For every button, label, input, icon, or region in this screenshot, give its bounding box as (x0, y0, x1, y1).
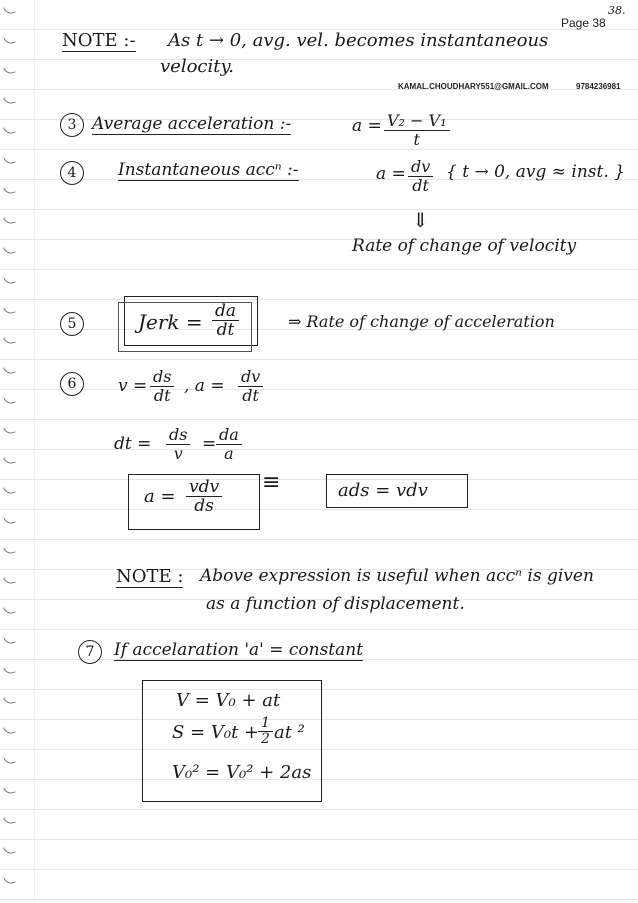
velocity-lhs: v = (118, 376, 148, 396)
dt-equals: = (202, 434, 217, 454)
third-equation: V₀² = V₀² + 2as (172, 762, 312, 783)
binding-ring (3, 485, 16, 496)
section-4-number: 4 (60, 161, 84, 185)
binding-ring (3, 65, 16, 76)
average-acceleration-title: Average acceleration :- (92, 114, 292, 134)
binding-ring (3, 785, 16, 796)
note-label: NOTE :- (62, 30, 136, 51)
jerk-denominator: dt (216, 320, 235, 340)
inst-acc-denominator: dt (412, 176, 429, 195)
dt-numerator-1: ds (166, 426, 190, 445)
note-line-1: As t → 0, avg. vel. becomes instantaneous (168, 30, 549, 51)
dt-denominator-1: v (173, 444, 183, 463)
binding-ring (3, 305, 16, 316)
note-2-label: NOTE : (116, 566, 184, 587)
binding-ring (3, 515, 16, 526)
dt-numerator-2: da (216, 426, 242, 445)
binding-ring (3, 665, 16, 676)
binding-ring (3, 365, 16, 376)
binding-ring (3, 185, 16, 196)
binding-ring (3, 695, 16, 706)
avg-acc-denominator: t (413, 130, 420, 149)
avg-acc-lhs: a = (352, 116, 382, 136)
rate-of-change-velocity: Rate of change of velocity (352, 236, 577, 256)
dt-fraction-1 (166, 426, 190, 463)
vdv-box-fraction (186, 478, 222, 515)
inst-acc-condition: { t → 0, avg ≈ inst. } (446, 162, 625, 182)
binding-ring (3, 215, 16, 226)
vdv-box-denominator: ds (194, 496, 214, 516)
binding-ring (3, 125, 16, 136)
instantaneous-acceleration-title: Instantaneous accⁿ :- (118, 160, 299, 180)
inst-acc-lhs: a = (376, 164, 406, 184)
page-scribble: 38. (608, 4, 626, 17)
binding-ring (3, 725, 16, 736)
jerk-numerator: da (212, 302, 239, 321)
binding-ring (3, 545, 16, 556)
section-5-number: 5 (60, 312, 84, 336)
constant-acceleration-title: If accelaration 'a' = constant (114, 640, 364, 660)
half-denominator: 2 (261, 731, 270, 747)
author-email: KAMAL.CHOUDHARY551@GMAIL.COM (398, 82, 549, 91)
section-7-number: 7 (78, 640, 102, 664)
first-equation: V = V₀ + at (176, 690, 281, 711)
accel-numerator: dv (238, 368, 263, 387)
accel-denominator: dt (242, 386, 259, 405)
jerk-lhs: Jerk = (138, 310, 203, 334)
binding-ring (3, 5, 16, 16)
section-6-number: 6 (60, 372, 84, 396)
binding-ring (3, 815, 16, 826)
binding-ring (3, 425, 16, 436)
binding-ring (3, 755, 16, 766)
velocity-numerator: ds (150, 368, 174, 387)
velocity-denominator: dt (153, 386, 171, 405)
binding-ring (3, 95, 16, 106)
second-equation-part-2: at ² (274, 722, 305, 743)
ads-box-equation: ads = vdv (338, 480, 428, 501)
dt-lhs: dt = (114, 434, 152, 454)
binding-ring (3, 605, 16, 616)
equivalence-mark: ≡ (262, 470, 281, 495)
binding-ring (3, 395, 16, 406)
down-arrow: ⇓ (412, 208, 429, 232)
margin-line (34, 0, 35, 903)
page-number: Page 38 (561, 16, 606, 30)
binding-ring (3, 635, 16, 646)
dt-fraction-2 (216, 426, 242, 463)
rate-of-change-acceleration: ⇒ Rate of change of acceleration (288, 312, 555, 331)
binding-ring (3, 575, 16, 586)
note-2-line-2: as a function of displacement. (206, 594, 465, 614)
section-3-number: 3 (60, 113, 84, 137)
note-2-line-1: Above expression is useful when accⁿ is given (200, 566, 594, 586)
author-phone: 9784236981 (576, 82, 621, 91)
binding-ring (3, 875, 16, 886)
accel-fraction (238, 368, 263, 405)
note-line-2: velocity. (160, 56, 234, 77)
inst-acc-numerator: dv (408, 158, 433, 177)
dt-denominator-2: a (224, 444, 234, 463)
binding-ring (3, 275, 16, 286)
inst-acc-fraction (408, 158, 433, 195)
binding-ring (3, 35, 16, 46)
spiral-binding (0, 0, 18, 903)
second-equation-part-1: S = V₀t + (172, 722, 260, 743)
binding-ring (3, 845, 16, 856)
accel-lhs: , a = (184, 376, 225, 396)
vdv-box-lhs: a = (144, 486, 176, 507)
half-fraction (258, 716, 273, 747)
binding-ring (3, 245, 16, 256)
avg-acc-numerator: V₂ − V₁ (384, 112, 450, 131)
avg-acc-fraction (384, 112, 450, 149)
binding-ring (3, 455, 16, 466)
binding-ring (3, 335, 16, 346)
binding-ring (3, 155, 16, 166)
half-numerator: 1 (258, 716, 273, 732)
jerk-fraction (212, 302, 239, 339)
vdv-box-numerator: vdv (186, 478, 222, 497)
velocity-fraction (150, 368, 174, 405)
